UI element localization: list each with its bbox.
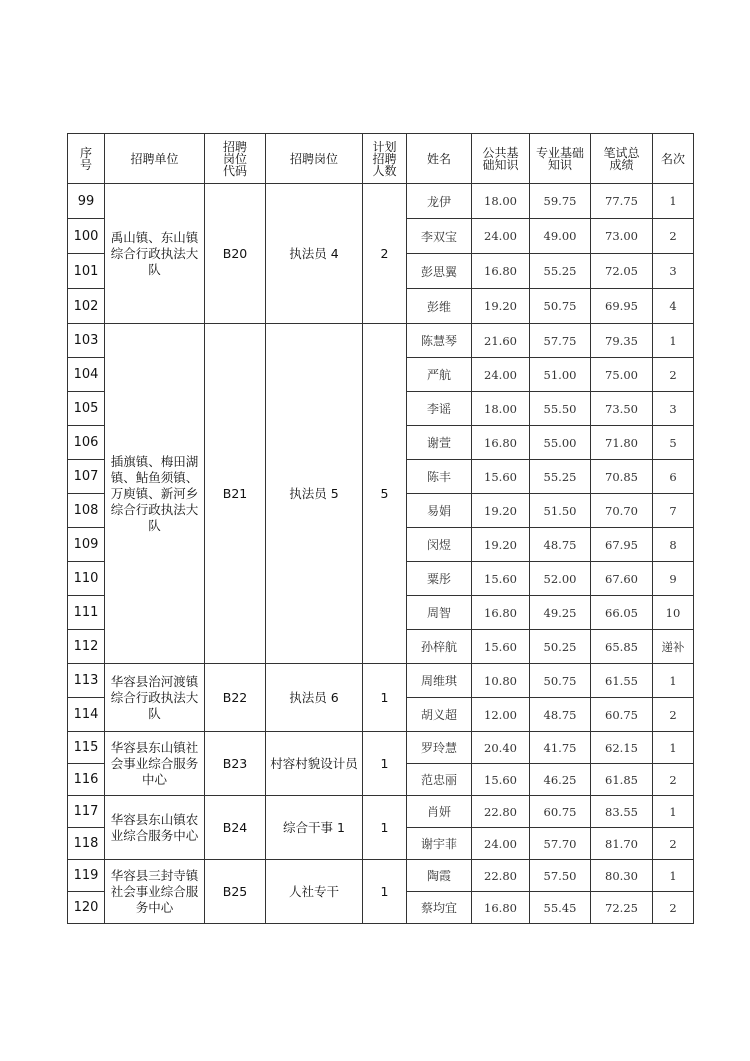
name-cell: 蔡均宜	[407, 892, 472, 924]
public-score-cell: 15.60	[472, 764, 530, 796]
total-score-cell: 73.50	[591, 392, 653, 426]
rank-cell: 3	[653, 254, 694, 289]
rank-cell: 1	[653, 324, 694, 358]
name-cell: 彭维	[407, 289, 472, 324]
public-score-cell: 10.80	[472, 664, 530, 698]
rank-cell: 3	[653, 392, 694, 426]
seq-cell: 110	[68, 562, 105, 596]
total-score-cell: 67.95	[591, 528, 653, 562]
name-cell: 谢萱	[407, 426, 472, 460]
total-score-cell: 73.00	[591, 219, 653, 254]
total-score-cell: 79.35	[591, 324, 653, 358]
header-name: 姓名	[407, 134, 472, 184]
total-score-cell: 70.70	[591, 494, 653, 528]
public-score-cell: 15.60	[472, 562, 530, 596]
planned-count-cell: 1	[363, 796, 407, 860]
total-score-cell: 83.55	[591, 796, 653, 828]
name-cell: 龙伊	[407, 184, 472, 219]
major-score-cell: 55.50	[530, 392, 591, 426]
total-score-cell: 75.00	[591, 358, 653, 392]
total-score-cell: 67.60	[591, 562, 653, 596]
major-score-cell: 55.00	[530, 426, 591, 460]
name-cell: 周智	[407, 596, 472, 630]
planned-count-cell: 2	[363, 184, 407, 324]
seq-cell: 100	[68, 219, 105, 254]
major-score-cell: 48.75	[530, 528, 591, 562]
major-score-cell: 48.75	[530, 698, 591, 732]
name-cell: 谢宇菲	[407, 828, 472, 860]
name-cell: 陈丰	[407, 460, 472, 494]
table-row	[68, 796, 694, 828]
seq-cell: 112	[68, 630, 105, 664]
total-score-cell: 71.80	[591, 426, 653, 460]
public-score-cell: 22.80	[472, 860, 530, 892]
rank-cell: 2	[653, 892, 694, 924]
rank-cell: 7	[653, 494, 694, 528]
major-score-cell: 52.00	[530, 562, 591, 596]
seq-cell: 116	[68, 764, 105, 796]
header-row	[68, 134, 694, 184]
public-score-cell: 24.00	[472, 219, 530, 254]
planned-count-cell: 1	[363, 732, 407, 796]
header-major: 专业基础知识	[530, 134, 591, 184]
results-table	[67, 133, 694, 924]
seq-cell: 107	[68, 460, 105, 494]
major-score-cell: 51.00	[530, 358, 591, 392]
name-cell: 孙梓航	[407, 630, 472, 664]
rank-cell: 1	[653, 796, 694, 828]
rank-cell: 9	[653, 562, 694, 596]
public-score-cell: 24.00	[472, 828, 530, 860]
name-cell: 范忠丽	[407, 764, 472, 796]
public-score-cell: 19.20	[472, 528, 530, 562]
position-cell: 执法员 4	[266, 184, 363, 324]
major-score-cell: 55.25	[530, 460, 591, 494]
public-score-cell: 16.80	[472, 892, 530, 924]
planned-count-cell: 1	[363, 664, 407, 732]
public-score-cell: 12.00	[472, 698, 530, 732]
public-score-cell: 22.80	[472, 796, 530, 828]
seq-cell: 113	[68, 664, 105, 698]
rank-cell: 2	[653, 358, 694, 392]
unit-cell: 华容县东山镇社会事业综合服务中心	[105, 732, 205, 796]
position-code-cell: B20	[205, 184, 266, 324]
planned-count-cell: 5	[363, 324, 407, 664]
public-score-cell: 19.20	[472, 494, 530, 528]
seq-cell: 111	[68, 596, 105, 630]
rank-cell: 1	[653, 664, 694, 698]
seq-cell: 105	[68, 392, 105, 426]
position-cell: 执法员 5	[266, 324, 363, 664]
header-post: 招聘岗位	[266, 134, 363, 184]
major-score-cell: 57.70	[530, 828, 591, 860]
total-score-cell: 60.75	[591, 698, 653, 732]
name-cell: 严航	[407, 358, 472, 392]
total-score-cell: 72.05	[591, 254, 653, 289]
total-score-cell: 69.95	[591, 289, 653, 324]
major-score-cell: 57.75	[530, 324, 591, 358]
public-score-cell: 21.60	[472, 324, 530, 358]
table-row	[68, 324, 694, 358]
major-score-cell: 49.25	[530, 596, 591, 630]
seq-cell: 109	[68, 528, 105, 562]
name-cell: 李双宝	[407, 219, 472, 254]
unit-cell: 华容县三封寺镇社会事业综合服务中心	[105, 860, 205, 924]
public-score-cell: 15.60	[472, 630, 530, 664]
rank-cell: 5	[653, 426, 694, 460]
major-score-cell: 50.75	[530, 664, 591, 698]
header-rank: 名次	[653, 134, 694, 184]
seq-cell: 108	[68, 494, 105, 528]
position-cell: 村容村貌设计员	[266, 732, 363, 796]
total-score-cell: 66.05	[591, 596, 653, 630]
header-public: 公共基础知识	[472, 134, 530, 184]
public-score-cell: 20.40	[472, 732, 530, 764]
public-score-cell: 18.00	[472, 184, 530, 219]
table-row	[68, 184, 694, 219]
major-score-cell: 55.45	[530, 892, 591, 924]
total-score-cell: 61.55	[591, 664, 653, 698]
rank-cell: 1	[653, 184, 694, 219]
header-code: 招聘岗位代码	[205, 134, 266, 184]
name-cell: 李谣	[407, 392, 472, 426]
seq-cell: 117	[68, 796, 105, 828]
major-score-cell: 60.75	[530, 796, 591, 828]
name-cell: 胡义超	[407, 698, 472, 732]
header-plan: 计划招聘人数	[363, 134, 407, 184]
total-score-cell: 81.70	[591, 828, 653, 860]
rank-cell: 2	[653, 828, 694, 860]
public-score-cell: 24.00	[472, 358, 530, 392]
position-cell: 人社专干	[266, 860, 363, 924]
name-cell: 易娟	[407, 494, 472, 528]
rank-cell: 2	[653, 764, 694, 796]
position-code-cell: B23	[205, 732, 266, 796]
position-code-cell: B22	[205, 664, 266, 732]
public-score-cell: 15.60	[472, 460, 530, 494]
rank-cell: 1	[653, 732, 694, 764]
position-code-cell: B25	[205, 860, 266, 924]
rank-cell: 4	[653, 289, 694, 324]
public-score-cell: 19.20	[472, 289, 530, 324]
seq-cell: 115	[68, 732, 105, 764]
unit-cell: 禹山镇、东山镇综合行政执法大队	[105, 184, 205, 324]
seq-cell: 120	[68, 892, 105, 924]
public-score-cell: 16.80	[472, 426, 530, 460]
total-score-cell: 72.25	[591, 892, 653, 924]
total-score-cell: 70.85	[591, 460, 653, 494]
planned-count-cell: 1	[363, 860, 407, 924]
table-row	[68, 732, 694, 764]
major-score-cell: 46.25	[530, 764, 591, 796]
rank-cell: 8	[653, 528, 694, 562]
seq-cell: 114	[68, 698, 105, 732]
position-cell: 综合干事 1	[266, 796, 363, 860]
seq-cell: 119	[68, 860, 105, 892]
total-score-cell: 80.30	[591, 860, 653, 892]
major-score-cell: 49.00	[530, 219, 591, 254]
table-row	[68, 664, 694, 698]
total-score-cell: 65.85	[591, 630, 653, 664]
public-score-cell: 16.80	[472, 254, 530, 289]
seq-cell: 104	[68, 358, 105, 392]
unit-cell: 华容县治河渡镇综合行政执法大队	[105, 664, 205, 732]
position-code-cell: B24	[205, 796, 266, 860]
rank-cell: 2	[653, 219, 694, 254]
total-score-cell: 61.85	[591, 764, 653, 796]
position-cell: 执法员 6	[266, 664, 363, 732]
name-cell: 闵煜	[407, 528, 472, 562]
seq-cell: 102	[68, 289, 105, 324]
major-score-cell: 59.75	[530, 184, 591, 219]
name-cell: 陈慧琴	[407, 324, 472, 358]
rank-cell: 递补	[653, 630, 694, 664]
seq-cell: 99	[68, 184, 105, 219]
seq-cell: 106	[68, 426, 105, 460]
table-row	[68, 860, 694, 892]
major-score-cell: 57.50	[530, 860, 591, 892]
major-score-cell: 41.75	[530, 732, 591, 764]
header-unit: 招聘单位	[105, 134, 205, 184]
total-score-cell: 77.75	[591, 184, 653, 219]
name-cell: 肖妍	[407, 796, 472, 828]
unit-cell: 华容县东山镇农业综合服务中心	[105, 796, 205, 860]
seq-cell: 118	[68, 828, 105, 860]
public-score-cell: 16.80	[472, 596, 530, 630]
seq-cell: 101	[68, 254, 105, 289]
name-cell: 粟彤	[407, 562, 472, 596]
unit-cell: 插旗镇、梅田湖镇、鲇鱼须镇、万庾镇、新河乡综合行政执法大队	[105, 324, 205, 664]
position-code-cell: B21	[205, 324, 266, 664]
rank-cell: 10	[653, 596, 694, 630]
name-cell: 罗玲慧	[407, 732, 472, 764]
name-cell: 周维琪	[407, 664, 472, 698]
public-score-cell: 18.00	[472, 392, 530, 426]
rank-cell: 1	[653, 860, 694, 892]
major-score-cell: 50.25	[530, 630, 591, 664]
name-cell: 陶霞	[407, 860, 472, 892]
header-seq: 序号	[68, 134, 105, 184]
major-score-cell: 50.75	[530, 289, 591, 324]
rank-cell: 2	[653, 698, 694, 732]
rank-cell: 6	[653, 460, 694, 494]
header-total: 笔试总成绩	[591, 134, 653, 184]
major-score-cell: 51.50	[530, 494, 591, 528]
total-score-cell: 62.15	[591, 732, 653, 764]
major-score-cell: 55.25	[530, 254, 591, 289]
name-cell: 彭思翼	[407, 254, 472, 289]
seq-cell: 103	[68, 324, 105, 358]
